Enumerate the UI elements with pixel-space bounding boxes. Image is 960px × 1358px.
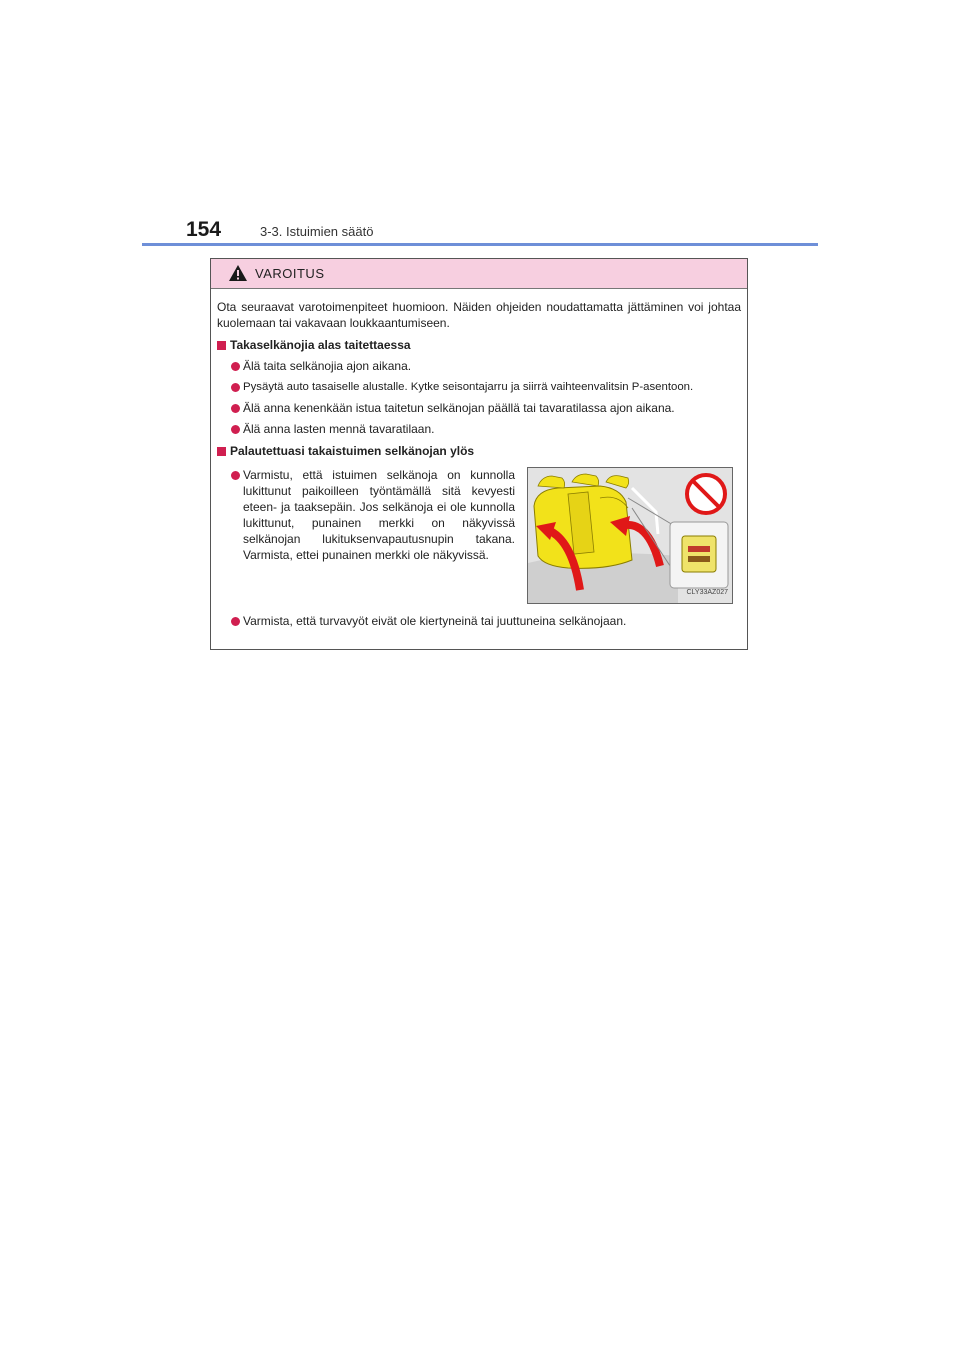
warning-intro: Ota seuraavat varotoimenpiteet huomioon. Näiden ohjeiden noudattamatta jättäminen voi johtaa kuolemaan tai vakavaan loukkaantumiseen. xyxy=(217,300,741,330)
list-item xyxy=(217,379,741,395)
list-item-text: Älä anna kenenkään istua taitetun selkänojan päällä tai tavaratilassa ajon aikana. xyxy=(243,401,675,415)
list-item-text: Älä anna lasten mennä tavaratilaan. xyxy=(243,422,435,436)
bullet-dot-icon xyxy=(231,425,240,434)
bullet-dot-icon xyxy=(231,383,240,392)
section-heading xyxy=(217,337,741,353)
square-bullet-icon xyxy=(217,341,226,350)
list-item xyxy=(217,421,741,437)
seat-illustration-graphic xyxy=(528,468,733,604)
list-item xyxy=(217,467,515,563)
page-number: 154 xyxy=(186,218,222,241)
list-item xyxy=(217,358,741,374)
list-item-text: Varmista, että turvavyöt eivät ole kiertyneinä tai juuttuneina selkänojaan. xyxy=(243,614,627,628)
list-item-text: Älä taita selkänojia ajon aikana. xyxy=(243,359,412,373)
list-item xyxy=(217,400,741,416)
warning-box xyxy=(210,258,748,650)
bullet-dot-icon xyxy=(231,617,240,626)
warning-label: VAROITUS xyxy=(255,266,325,281)
list-item xyxy=(217,613,741,629)
list-item-text: Varmistu, että istuimen selkänoja on kunnolla lukittunut paikoilleen työntämällä sitä kevyesti eteen- ja taaksepäin. Jos selkänoja ei ole kunnolla lukittunut, punainen merkki on näkyvissä selkänojan lukituksenvapautusnupin takana. Varmista, ettei punainen merkki ole näkyvissä. xyxy=(243,468,515,562)
list-item-text: Pysäytä auto tasaiselle alustalle. Kytke seisontajarru ja siirrä vaihteenvalitsin P-asentoon. xyxy=(243,381,694,393)
figure-code: CLY33AZ027 xyxy=(686,589,728,596)
section-heading-text: Takaselkänojia alas taitettaessa xyxy=(230,338,411,352)
square-bullet-icon xyxy=(217,447,226,456)
figure-row xyxy=(217,467,741,607)
bullet-dot-icon xyxy=(231,404,240,413)
warning-triangle-icon xyxy=(228,264,248,282)
bullet-dot-icon xyxy=(231,471,240,480)
section-heading-text: Palautettuasi takaistuimen selkänojan ylös xyxy=(230,444,475,458)
section-heading xyxy=(217,443,741,459)
warning-body xyxy=(217,299,741,629)
rear-seat-illustration xyxy=(527,467,733,604)
bullet-dot-icon xyxy=(231,362,240,371)
warning-header xyxy=(211,259,747,289)
header-divider xyxy=(142,243,818,246)
section-title: 3-3. Istuimien säätö xyxy=(260,224,374,239)
